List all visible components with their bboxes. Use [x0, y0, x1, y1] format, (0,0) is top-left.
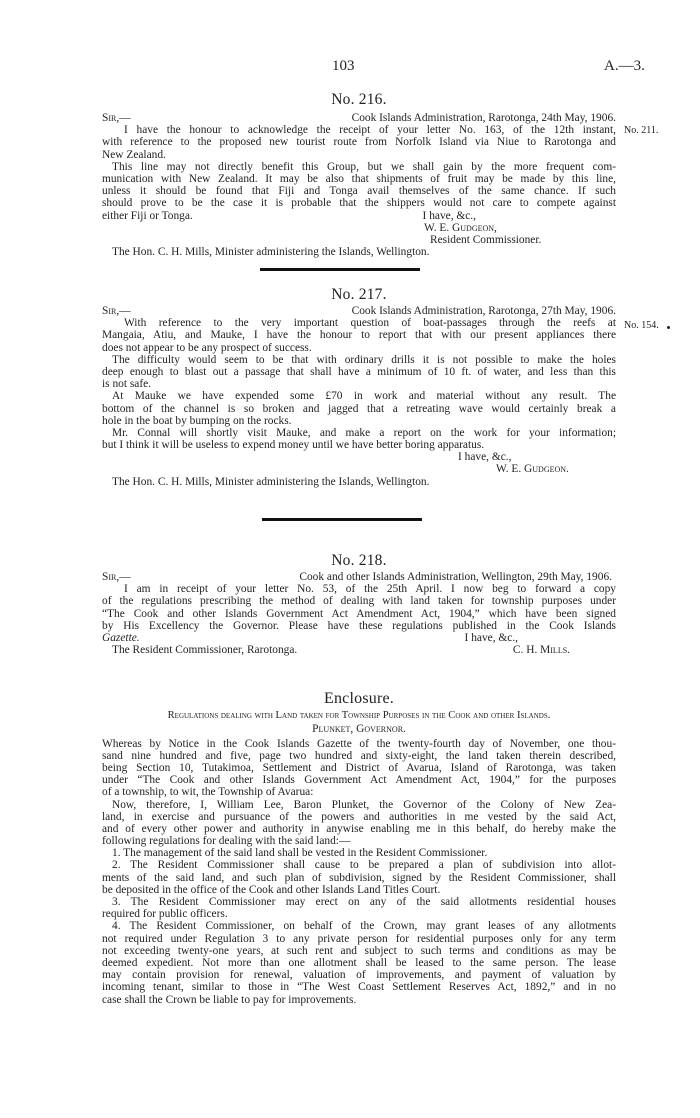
body-line: New Zealand. [102, 148, 166, 161]
body-line: is not safe. [102, 378, 152, 391]
closing: I have, &c., [464, 631, 518, 644]
enclosure-heading: Regulations dealing with Land taken for Township Purposes in the Cook and other Islands. [167, 710, 551, 721]
body-line: not required under Regulation 3 to any private person for residential purposes only for any term [102, 932, 616, 945]
body-line: “The Cook and other Islands Government Act Amendment Act, 1904,” which have been signed [102, 607, 616, 620]
body-line: The difficulty would seem to be that with ordinary drills it is not possible to make the holes [112, 353, 616, 366]
letter-title: No. 217. [331, 286, 387, 303]
signature: C. H. Mills. [512, 644, 570, 657]
governor-line: Plunket, Governor. [312, 722, 406, 735]
body-line: incoming tenant, similar to those in “The West Coast Settlement Reserves Act, 1892,” and in no [102, 981, 616, 994]
body-line: does not appear to be any prospect of success. [102, 341, 312, 354]
regulation-1: 1. The management of the said land shall be vested in the Resident Commissioner. [112, 847, 488, 860]
dateline: Cook Islands Administration, Rarotonga, 24th May, 1906. [351, 112, 616, 124]
section-rule [260, 268, 420, 271]
paper-reference: A.—3. [604, 58, 645, 74]
letter-218 [102, 552, 616, 656]
page-header [0, 58, 700, 78]
margin-reference: No. 211. [624, 125, 659, 136]
body-line: of a township, to wit, the Township of Avarua: [102, 786, 314, 799]
letter-title: No. 218. [331, 552, 387, 569]
body-line: be deposited in the office of the Cook and other Islands Land Titles Court. [102, 883, 441, 896]
body-line: Whereas by Notice in the Cook Islands Gazette of the twenty-fourth day of November, one thou- [102, 737, 616, 750]
body-line: bottom of the channel is so broken and jagged that a retreating wave would certainly break a [102, 402, 616, 415]
closing: I have, &c., [458, 451, 512, 464]
body-line: under “The Cook and other Islands Government Act Amendment Act, 1904,” for the purposes [102, 774, 616, 787]
closing-row [102, 210, 616, 222]
closing: I have, &c., [422, 209, 476, 222]
body-line: may contain provision for renewal, valuation of improvements, and payment of valuation by [102, 969, 616, 982]
regulation-3: 3. The Resident Commissioner may erect on any of the said allotments residential houses [112, 896, 616, 909]
section-rule [262, 518, 422, 521]
margin-mark [667, 326, 670, 329]
body-line: deep enough to blast out a passage that shall have a minimum of 10 ft. of water, and less than this [102, 365, 616, 378]
addressee: The Hon. C. H. Mills, Minister administering the Islands, Wellington. [112, 475, 430, 488]
body-line: by His Excellency the Governor. Please have these regulations published in the Cook Islands [102, 619, 616, 632]
body-line: and of every other power and authority in anywise enabling me in this behalf, do hereby make the [102, 822, 616, 835]
body-line: Gazette. [102, 631, 140, 644]
body-line: not exceeding twenty-one years, at such rent and subject to such terms and conditions as may be [102, 944, 616, 957]
body-line: With reference to the very important question of boat-passages through the reefs at [124, 317, 616, 330]
signature: W. E. Gudgeon. [496, 463, 569, 476]
body-line: either Fiji or Tonga. [102, 209, 193, 222]
addressee: The Hon. C. H. Mills, Minister administering the Islands, Wellington. [112, 246, 430, 259]
addressee: The Resident Commissioner, Rarotonga. [112, 644, 298, 657]
margin-reference: No. 154. [624, 320, 659, 331]
salutation: Sir,— [102, 305, 131, 317]
body-line: with reference to the proposed new tourist route from Norfolk Island via Niue to Rarotonga and [102, 136, 616, 149]
body-line: but I think it will be useless to expend money until we have better boring apparatus. [102, 439, 485, 452]
body-line: Mr. Connal will shortly visit Mauke, and make a report on the work for your information; [112, 426, 616, 439]
body-line: land, in exercise and pursuance of the powers and authorities in me vested by the said Act, [102, 810, 616, 823]
body-line: sand nine hundred and five, page two hundred and sixty-eight, the land taken therein described, [102, 749, 616, 762]
body-line: being Section 10, Tutakimoa, Settlement and District of Avarua, Island of Rarotonga, was taken [102, 761, 616, 774]
closing-row [102, 632, 616, 644]
body-line: following regulations for dealing with the said land:— [102, 835, 351, 848]
regulation-4: 4. The Resident Commissioner, on behalf of the Crown, may grant leases of any allotments [112, 920, 616, 933]
signature-title: Resident Commissioner. [430, 233, 542, 246]
body-line: I am in receipt of your letter No. 53, of the 25th April. I now beg to forward a copy [124, 583, 616, 596]
letter-dateline-row [102, 305, 616, 317]
body-line: ments of the said land, and such plan of subdivision, signed by the Resident Commissioner, shall [102, 871, 616, 884]
body-line: At Mauke we have expended some £70 in work and material without any result. The [112, 390, 616, 403]
body-line: hole in the boat by bumping on the rocks. [102, 414, 292, 427]
body-line: of the regulations prescribing the method of dealing with land taken for township purposes under [102, 595, 616, 608]
dateline: Cook and other Islands Administration, Wellington, 29th May, 1906. [299, 571, 612, 583]
signature-row [102, 644, 616, 656]
letter-dateline-row [102, 571, 616, 583]
body-line: I have the honour to acknowledge the receipt of your letter No. 163, of the 12th instant, [124, 124, 616, 137]
enclosure-title: Enclosure. [324, 690, 394, 707]
letter-217 [102, 286, 616, 488]
salutation: Sir,— [102, 112, 131, 124]
regulation-2: 2. The Resident Commissioner shall cause to be prepared a plan of subdivision into allot- [112, 859, 616, 872]
page-number: 103 [332, 58, 355, 74]
dateline: Cook Islands Administration, Rarotonga, 27th May, 1906. [351, 305, 616, 317]
body-line: This line may not directly benefit this Group, but we shall gain by the more frequent com- [112, 160, 616, 173]
body-line: Mangaia, Atiu, and Mauke, I have the honour to report that with our present appliances there [102, 329, 616, 342]
letter-title: No. 216. [331, 91, 387, 108]
body-line: case shall the Crown be liable to pay for improvements. [102, 993, 357, 1006]
body-line: required for public officers. [102, 908, 228, 921]
letter-dateline-row [102, 112, 616, 124]
body-line: unless it should be found that Fiji and Tonga avail themselves of the same chance. If such [102, 185, 616, 198]
body-line: Now, therefore, I, William Lee, Baron Plunket, the Governor of the Colony of New Zea- [112, 798, 616, 811]
body-line: munication with New Zealand. It may be also that shipments of fruit may be made by this line, [102, 172, 616, 185]
signature: W. E. Gudgeon, [424, 221, 497, 234]
body-line: deemed expedient. Not more than one allotment shall be leased to the same person. The lease [102, 956, 616, 969]
letter-216 [102, 91, 616, 258]
enclosure [102, 690, 616, 1006]
body-line: should prove to be the case it is probable that the shippers would not care to compete against [102, 197, 616, 210]
salutation: Sir,— [102, 571, 131, 583]
